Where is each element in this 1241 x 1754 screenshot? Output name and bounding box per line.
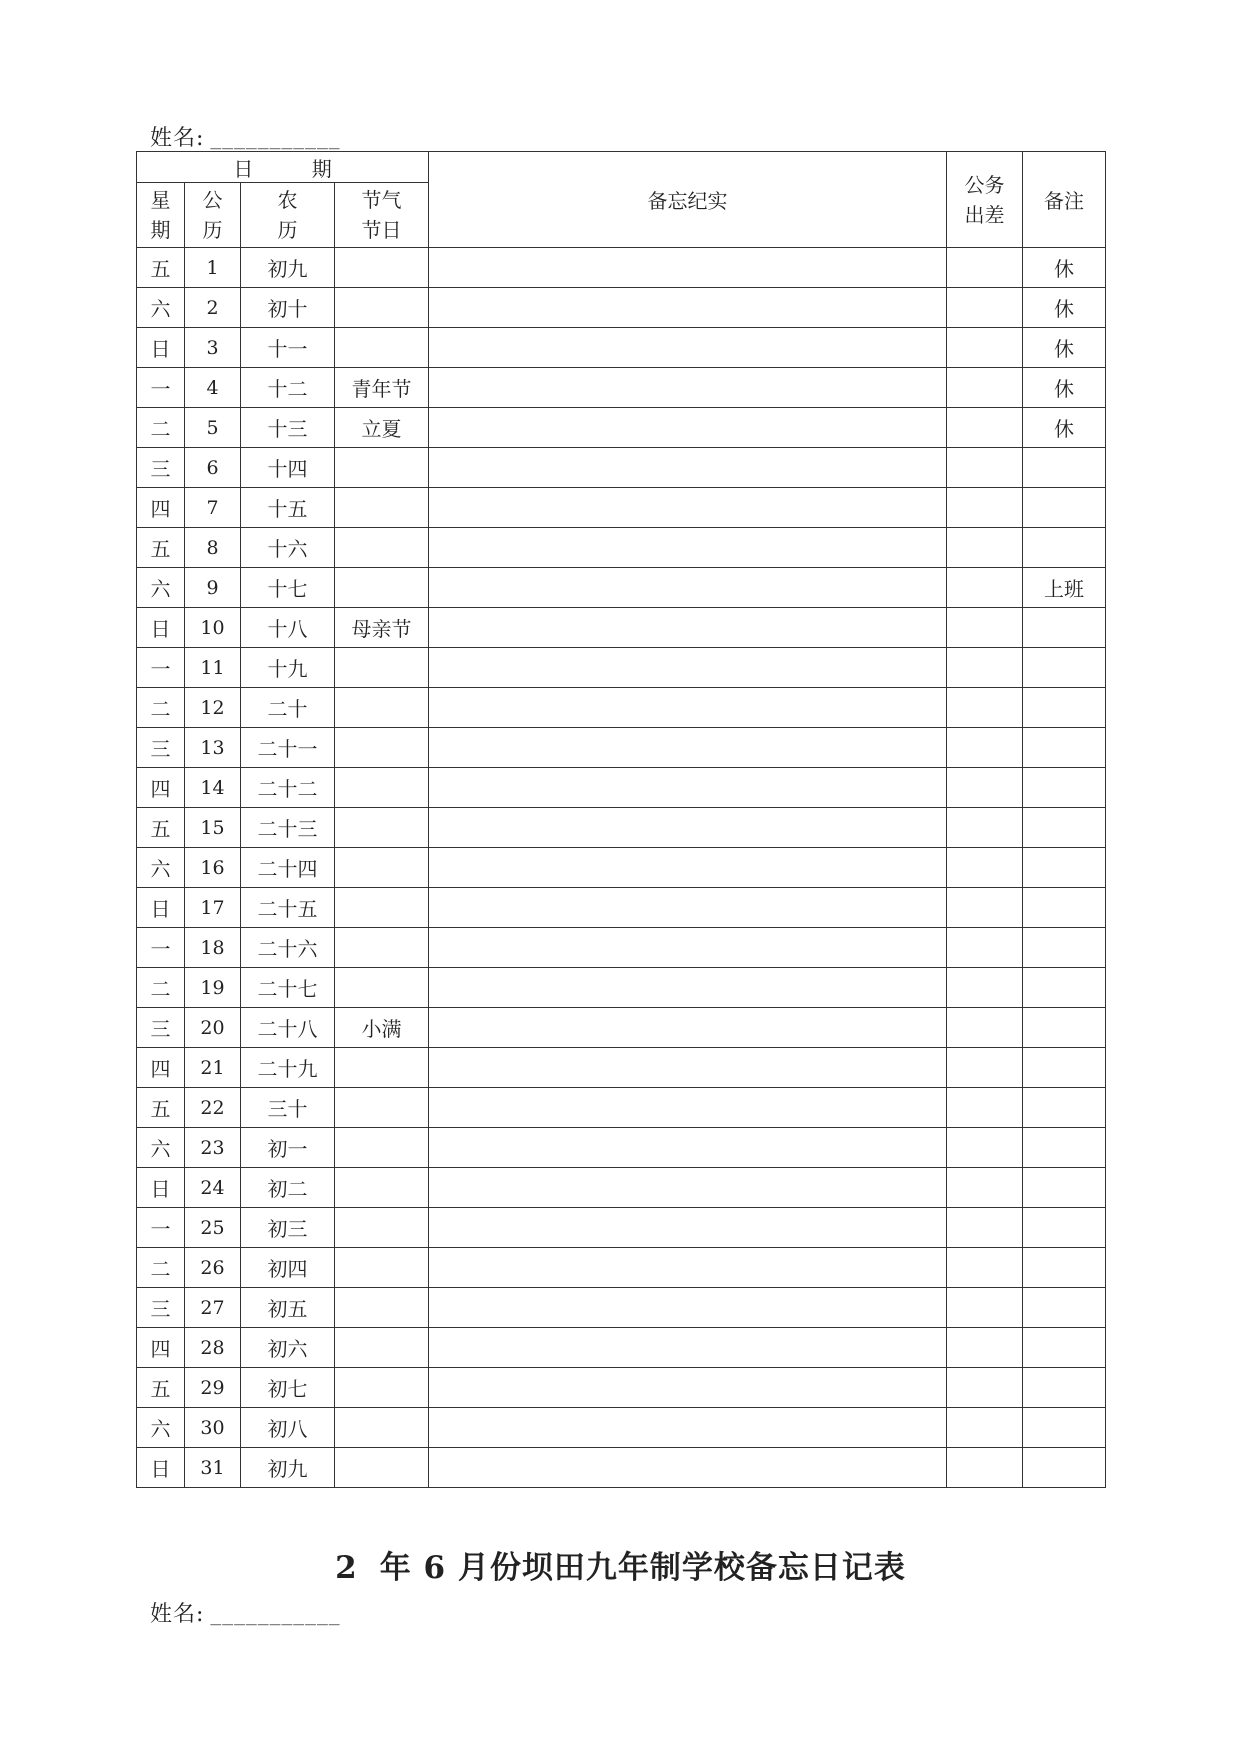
remark-cell bbox=[1023, 1408, 1106, 1448]
lunar-cell: 十五 bbox=[241, 488, 335, 528]
memo-cell bbox=[429, 568, 947, 608]
festival-cell: 小满 bbox=[335, 1008, 429, 1048]
lunar-cell: 十八 bbox=[241, 608, 335, 648]
table-row bbox=[137, 448, 1106, 488]
lunar-cell: 十三 bbox=[241, 408, 335, 448]
table-row bbox=[137, 888, 1106, 928]
day-cell: 5 bbox=[185, 408, 241, 448]
date-group-header: 日 期 bbox=[137, 152, 429, 183]
lunar-header: 农 历 bbox=[241, 183, 335, 248]
trip-cell bbox=[947, 568, 1023, 608]
memo-cell bbox=[429, 408, 947, 448]
weekday-cell: 一 bbox=[137, 1208, 185, 1248]
memo-header: 备忘纪实 bbox=[429, 152, 947, 248]
lunar-cell: 初十 bbox=[241, 288, 335, 328]
lunar-cell: 初六 bbox=[241, 1328, 335, 1368]
weekday-cell: 二 bbox=[137, 1248, 185, 1288]
festival-cell: 立夏 bbox=[335, 408, 429, 448]
weekday-cell: 二 bbox=[137, 408, 185, 448]
weekday-cell: 日 bbox=[137, 1448, 185, 1488]
remark-header: 备注 bbox=[1023, 152, 1106, 248]
day-cell: 6 bbox=[185, 448, 241, 488]
day-cell: 26 bbox=[185, 1248, 241, 1288]
festival-cell bbox=[335, 1248, 429, 1288]
table-row bbox=[137, 968, 1106, 1008]
day-cell: 3 bbox=[185, 328, 241, 368]
lunar-cell: 二十一 bbox=[241, 728, 335, 768]
trip-cell bbox=[947, 448, 1023, 488]
lunar-cell: 初九 bbox=[241, 248, 335, 288]
table-row bbox=[137, 1408, 1106, 1448]
table-row bbox=[137, 688, 1106, 728]
weekday-cell: 日 bbox=[137, 888, 185, 928]
table-row bbox=[137, 768, 1106, 808]
day-cell: 30 bbox=[185, 1408, 241, 1448]
weekday-cell: 一 bbox=[137, 368, 185, 408]
trip-cell bbox=[947, 648, 1023, 688]
trip-cell bbox=[947, 1048, 1023, 1088]
remark-cell: 休 bbox=[1023, 408, 1106, 448]
table-row bbox=[137, 248, 1106, 288]
memo-cell bbox=[429, 448, 947, 488]
lunar-cell: 初五 bbox=[241, 1288, 335, 1328]
memo-cell bbox=[429, 928, 947, 968]
memo-cell bbox=[429, 888, 947, 928]
lunar-cell: 初一 bbox=[241, 1128, 335, 1168]
memo-cell bbox=[429, 1448, 947, 1488]
festival-cell bbox=[335, 1288, 429, 1328]
trip-cell bbox=[947, 288, 1023, 328]
memo-cell bbox=[429, 688, 947, 728]
weekday-cell: 五 bbox=[137, 528, 185, 568]
trip-cell bbox=[947, 808, 1023, 848]
festival-cell bbox=[335, 808, 429, 848]
weekday-cell: 五 bbox=[137, 808, 185, 848]
weekday-cell: 六 bbox=[137, 1128, 185, 1168]
trip-cell bbox=[947, 688, 1023, 728]
lunar-cell: 二十 bbox=[241, 688, 335, 728]
festival-cell bbox=[335, 528, 429, 568]
lunar-cell: 二十六 bbox=[241, 928, 335, 968]
table-row bbox=[137, 728, 1106, 768]
memo-cell bbox=[429, 728, 947, 768]
trip-cell bbox=[947, 1328, 1023, 1368]
trip-cell bbox=[947, 968, 1023, 1008]
remark-cell bbox=[1023, 1448, 1106, 1488]
trip-cell bbox=[947, 608, 1023, 648]
day-cell: 27 bbox=[185, 1288, 241, 1328]
lunar-cell: 三十 bbox=[241, 1088, 335, 1128]
lunar-cell: 初九 bbox=[241, 1448, 335, 1488]
festival-cell bbox=[335, 568, 429, 608]
table-row bbox=[137, 1048, 1106, 1088]
festival-cell bbox=[335, 488, 429, 528]
table-row bbox=[137, 568, 1106, 608]
remark-cell: 休 bbox=[1023, 248, 1106, 288]
weekday-cell: 三 bbox=[137, 448, 185, 488]
remark-cell bbox=[1023, 1048, 1106, 1088]
day-cell: 10 bbox=[185, 608, 241, 648]
remark-cell: 休 bbox=[1023, 288, 1106, 328]
memo-cell bbox=[429, 1208, 947, 1248]
day-cell: 21 bbox=[185, 1048, 241, 1088]
table-row bbox=[137, 1088, 1106, 1128]
memo-cell bbox=[429, 1288, 947, 1328]
festival-cell bbox=[335, 1088, 429, 1128]
day-cell: 1 bbox=[185, 248, 241, 288]
trip-cell bbox=[947, 1248, 1023, 1288]
festival-cell bbox=[335, 448, 429, 488]
name-field-top bbox=[150, 121, 341, 152]
festival-cell bbox=[335, 1168, 429, 1208]
day-cell: 31 bbox=[185, 1448, 241, 1488]
festival-cell bbox=[335, 288, 429, 328]
table-row bbox=[137, 608, 1106, 648]
table-row bbox=[137, 1168, 1106, 1208]
trip-cell bbox=[947, 408, 1023, 448]
memo-cell bbox=[429, 1248, 947, 1288]
lunar-cell: 初七 bbox=[241, 1368, 335, 1408]
lunar-cell: 十四 bbox=[241, 448, 335, 488]
trip-cell bbox=[947, 488, 1023, 528]
festival-cell bbox=[335, 888, 429, 928]
table-row bbox=[137, 1128, 1106, 1168]
lunar-cell: 十六 bbox=[241, 528, 335, 568]
lunar-cell: 十一 bbox=[241, 328, 335, 368]
table-row bbox=[137, 808, 1106, 848]
memo-cell bbox=[429, 648, 947, 688]
remark-cell: 休 bbox=[1023, 328, 1106, 368]
remark-cell bbox=[1023, 528, 1106, 568]
day-cell: 11 bbox=[185, 648, 241, 688]
table-row bbox=[137, 1208, 1106, 1248]
remark-cell bbox=[1023, 488, 1106, 528]
title-text: 年 6 月份坝田九年制学校备忘日记表 bbox=[379, 1550, 906, 1586]
lunar-cell: 二十三 bbox=[241, 808, 335, 848]
remark-cell bbox=[1023, 968, 1106, 1008]
table-row bbox=[137, 528, 1106, 568]
trip-cell bbox=[947, 1208, 1023, 1248]
memo-cell bbox=[429, 848, 947, 888]
day-cell: 18 bbox=[185, 928, 241, 968]
lunar-cell: 初四 bbox=[241, 1248, 335, 1288]
remark-cell bbox=[1023, 648, 1106, 688]
weekday-cell: 六 bbox=[137, 568, 185, 608]
table-row bbox=[137, 488, 1106, 528]
memo-cell bbox=[429, 1048, 947, 1088]
lunar-cell: 二十七 bbox=[241, 968, 335, 1008]
weekday-cell: 二 bbox=[137, 968, 185, 1008]
remark-cell bbox=[1023, 728, 1106, 768]
weekday-cell: 三 bbox=[137, 1008, 185, 1048]
trip-cell bbox=[947, 888, 1023, 928]
festival-cell bbox=[335, 1448, 429, 1488]
lunar-cell: 初三 bbox=[241, 1208, 335, 1248]
day-cell: 17 bbox=[185, 888, 241, 928]
table-row bbox=[137, 408, 1106, 448]
weekday-cell: 三 bbox=[137, 1288, 185, 1328]
festival-cell: 青年节 bbox=[335, 368, 429, 408]
festival-cell bbox=[335, 1408, 429, 1448]
day-cell: 16 bbox=[185, 848, 241, 888]
day-cell: 9 bbox=[185, 568, 241, 608]
lunar-cell: 初二 bbox=[241, 1168, 335, 1208]
trip-cell bbox=[947, 928, 1023, 968]
weekday-cell: 日 bbox=[137, 328, 185, 368]
day-cell: 23 bbox=[185, 1128, 241, 1168]
table-row bbox=[137, 848, 1106, 888]
lunar-cell: 十七 bbox=[241, 568, 335, 608]
remark-cell bbox=[1023, 1128, 1106, 1168]
table-row bbox=[137, 1328, 1106, 1368]
trip-cell bbox=[947, 328, 1023, 368]
day-cell: 13 bbox=[185, 728, 241, 768]
memo-cell bbox=[429, 528, 947, 568]
trip-cell bbox=[947, 848, 1023, 888]
weekday-cell: 一 bbox=[137, 648, 185, 688]
memo-cell bbox=[429, 1408, 947, 1448]
solar-header: 公 历 bbox=[185, 183, 241, 248]
memo-cell bbox=[429, 488, 947, 528]
weekday-cell: 六 bbox=[137, 288, 185, 328]
day-cell: 15 bbox=[185, 808, 241, 848]
remark-cell bbox=[1023, 688, 1106, 728]
trip-cell bbox=[947, 528, 1023, 568]
remark-cell bbox=[1023, 608, 1106, 648]
day-cell: 8 bbox=[185, 528, 241, 568]
trip-cell bbox=[947, 248, 1023, 288]
weekday-cell: 二 bbox=[137, 688, 185, 728]
weekday-cell: 日 bbox=[137, 608, 185, 648]
memo-cell bbox=[429, 1328, 947, 1368]
festival-cell bbox=[335, 928, 429, 968]
remark-cell bbox=[1023, 768, 1106, 808]
weekday-header: 星 期 bbox=[137, 183, 185, 248]
trip-cell bbox=[947, 1008, 1023, 1048]
memo-cell bbox=[429, 808, 947, 848]
festival-cell bbox=[335, 1208, 429, 1248]
table-row bbox=[137, 1248, 1106, 1288]
weekday-cell: 四 bbox=[137, 1048, 185, 1088]
festival-cell bbox=[335, 1048, 429, 1088]
trip-cell bbox=[947, 1168, 1023, 1208]
lunar-cell: 十九 bbox=[241, 648, 335, 688]
next-sheet-title bbox=[0, 1542, 1241, 1587]
lunar-cell: 二十五 bbox=[241, 888, 335, 928]
day-cell: 4 bbox=[185, 368, 241, 408]
festival-cell bbox=[335, 1368, 429, 1408]
day-cell: 7 bbox=[185, 488, 241, 528]
day-cell: 20 bbox=[185, 1008, 241, 1048]
festival-cell bbox=[335, 328, 429, 368]
festival-cell bbox=[335, 1328, 429, 1368]
weekday-cell: 五 bbox=[137, 1368, 185, 1408]
name-blank: ___________ bbox=[210, 1605, 341, 1626]
weekday-cell: 四 bbox=[137, 768, 185, 808]
weekday-cell: 六 bbox=[137, 848, 185, 888]
memo-cell bbox=[429, 1128, 947, 1168]
table-row bbox=[137, 1368, 1106, 1408]
trip-cell bbox=[947, 1408, 1023, 1448]
trip-cell bbox=[947, 1288, 1023, 1328]
memo-cell bbox=[429, 248, 947, 288]
lunar-cell: 二十二 bbox=[241, 768, 335, 808]
trip-cell bbox=[947, 728, 1023, 768]
weekday-cell: 四 bbox=[137, 1328, 185, 1368]
weekday-cell: 五 bbox=[137, 248, 185, 288]
remark-cell bbox=[1023, 848, 1106, 888]
lunar-cell: 二十九 bbox=[241, 1048, 335, 1088]
memo-cell bbox=[429, 328, 947, 368]
day-cell: 28 bbox=[185, 1328, 241, 1368]
day-cell: 19 bbox=[185, 968, 241, 1008]
remark-cell bbox=[1023, 1208, 1106, 1248]
day-cell: 2 bbox=[185, 288, 241, 328]
festival-cell bbox=[335, 248, 429, 288]
festival-header: 节气 节日 bbox=[335, 183, 429, 248]
table-row bbox=[137, 648, 1106, 688]
day-cell: 25 bbox=[185, 1208, 241, 1248]
trip-cell bbox=[947, 368, 1023, 408]
festival-cell bbox=[335, 768, 429, 808]
lunar-cell: 二十四 bbox=[241, 848, 335, 888]
festival-cell bbox=[335, 968, 429, 1008]
memo-cell bbox=[429, 768, 947, 808]
table-row bbox=[137, 1008, 1106, 1048]
festival-cell bbox=[335, 688, 429, 728]
remark-cell bbox=[1023, 928, 1106, 968]
table-row bbox=[137, 928, 1106, 968]
table-row bbox=[137, 288, 1106, 328]
festival-cell bbox=[335, 648, 429, 688]
lunar-cell: 初八 bbox=[241, 1408, 335, 1448]
name-label: 姓名: bbox=[150, 1602, 205, 1627]
remark-cell bbox=[1023, 1088, 1106, 1128]
memo-cell bbox=[429, 1168, 947, 1208]
name-label: 姓名: bbox=[150, 126, 205, 151]
memo-cell bbox=[429, 1368, 947, 1408]
memo-cell bbox=[429, 1008, 947, 1048]
trip-cell bbox=[947, 768, 1023, 808]
remark-cell bbox=[1023, 1168, 1106, 1208]
weekday-cell: 四 bbox=[137, 488, 185, 528]
table-row bbox=[137, 1448, 1106, 1488]
memo-cell bbox=[429, 968, 947, 1008]
title-year: 2 bbox=[335, 1550, 358, 1586]
remark-cell: 休 bbox=[1023, 368, 1106, 408]
remark-cell bbox=[1023, 1248, 1106, 1288]
trip-cell bbox=[947, 1088, 1023, 1128]
remark-cell bbox=[1023, 448, 1106, 488]
memo-cell bbox=[429, 368, 947, 408]
name-field-bottom bbox=[150, 1597, 341, 1628]
remark-cell bbox=[1023, 888, 1106, 928]
day-cell: 24 bbox=[185, 1168, 241, 1208]
table-row bbox=[137, 1288, 1106, 1328]
remark-cell bbox=[1023, 808, 1106, 848]
festival-cell bbox=[335, 728, 429, 768]
memo-cell bbox=[429, 288, 947, 328]
festival-cell bbox=[335, 848, 429, 888]
memo-table bbox=[136, 151, 1106, 1488]
lunar-cell: 二十八 bbox=[241, 1008, 335, 1048]
day-cell: 29 bbox=[185, 1368, 241, 1408]
trip-cell bbox=[947, 1448, 1023, 1488]
weekday-cell: 五 bbox=[137, 1088, 185, 1128]
day-cell: 22 bbox=[185, 1088, 241, 1128]
table-row bbox=[137, 368, 1106, 408]
memo-cell bbox=[429, 1088, 947, 1128]
lunar-cell: 十二 bbox=[241, 368, 335, 408]
remark-cell bbox=[1023, 1368, 1106, 1408]
table-row bbox=[137, 328, 1106, 368]
weekday-cell: 三 bbox=[137, 728, 185, 768]
day-cell: 12 bbox=[185, 688, 241, 728]
remark-cell bbox=[1023, 1328, 1106, 1368]
remark-cell bbox=[1023, 1288, 1106, 1328]
trip-header: 公务 出差 bbox=[947, 152, 1023, 248]
trip-cell bbox=[947, 1368, 1023, 1408]
name-blank: ___________ bbox=[210, 129, 341, 150]
remark-cell: 上班 bbox=[1023, 568, 1106, 608]
day-cell: 14 bbox=[185, 768, 241, 808]
festival-cell: 母亲节 bbox=[335, 608, 429, 648]
trip-cell bbox=[947, 1128, 1023, 1168]
festival-cell bbox=[335, 1128, 429, 1168]
weekday-cell: 日 bbox=[137, 1168, 185, 1208]
weekday-cell: 一 bbox=[137, 928, 185, 968]
memo-cell bbox=[429, 608, 947, 648]
remark-cell bbox=[1023, 1008, 1106, 1048]
weekday-cell: 六 bbox=[137, 1408, 185, 1448]
